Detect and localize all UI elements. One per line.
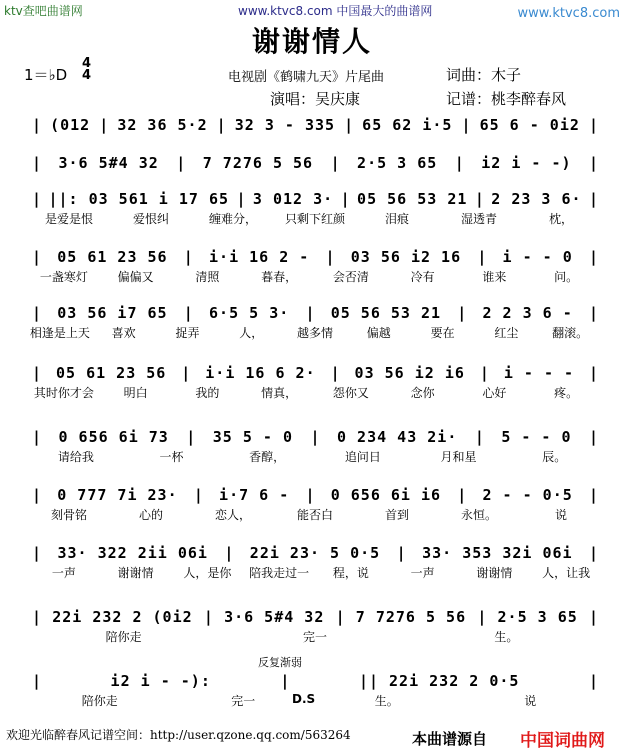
lyrics-row xyxy=(28,268,602,285)
watermark-right: www.ktvc8.com xyxy=(517,6,620,21)
barline: | xyxy=(32,544,42,562)
lyrics-row xyxy=(28,448,602,465)
barline: | xyxy=(32,428,42,446)
lyric-word: 心的 xyxy=(138,508,163,522)
measure: 0 777 7i 23· xyxy=(57,486,178,504)
lyric-word: 是爱是恨 xyxy=(44,212,93,226)
barline: | xyxy=(32,248,42,266)
measure: 05 61 23 56 xyxy=(55,364,167,382)
lyric-word: 要在 xyxy=(430,326,455,340)
lyrics-row xyxy=(28,564,602,581)
measure: 6·5 5 3· xyxy=(209,304,290,322)
barline: | xyxy=(305,304,315,322)
barline: | xyxy=(454,154,464,172)
measure: 7 7276 5 56 xyxy=(355,608,467,626)
barline: | xyxy=(181,364,191,382)
song-title: 谢谢情人 xyxy=(251,25,372,58)
barline: | xyxy=(588,116,598,134)
measure: 7 7276 5 56 xyxy=(202,154,314,172)
barline: | xyxy=(479,364,489,382)
measure: 2 2 3 6 - xyxy=(482,304,573,322)
lyric-word: 爱恨纠 xyxy=(132,212,169,226)
barline: | xyxy=(461,116,471,134)
lyric-word: 偏越 xyxy=(366,326,391,340)
measure: 2·5 3 65 xyxy=(497,608,578,626)
barline: | xyxy=(99,116,109,134)
lyric-word: 完一 xyxy=(231,694,256,708)
barline: | xyxy=(325,248,335,266)
repeat-note: 反复渐弱 xyxy=(258,656,302,669)
time-signature xyxy=(82,58,91,82)
lyric-word: 生。 xyxy=(374,694,399,708)
measure: 03 56 i2 16 xyxy=(350,248,462,266)
measure: i - - - xyxy=(503,364,575,382)
measure: 0 656 6i i6 xyxy=(330,486,442,504)
barline: | xyxy=(193,486,203,504)
barline: | xyxy=(340,190,350,208)
barline: | xyxy=(236,190,246,208)
lyric-word: 说 xyxy=(524,694,537,708)
watermark-left: ktv查吧曲谱网 xyxy=(4,4,83,18)
footer-site-name: 中国词曲网 xyxy=(520,731,605,751)
lyric-word: 陪我走过一 xyxy=(249,566,310,580)
time-signature-top: 4 xyxy=(82,56,92,71)
barline: | xyxy=(396,544,406,562)
lyric-word: 情真， xyxy=(261,386,298,400)
measure: 65 6 - 0i2 xyxy=(479,116,580,134)
measure: 32 36 5·2 xyxy=(117,116,208,134)
lyric-word: 谢谢情 xyxy=(476,566,513,580)
lyric-word: 请给我 xyxy=(57,450,94,464)
measure: 5 - - 0 xyxy=(501,428,572,446)
lyric-word: 香醇， xyxy=(249,450,286,464)
lyricist-composer: 词曲：木子 xyxy=(446,66,522,84)
key-signature: 1＝♭D xyxy=(24,66,68,84)
measure: i - - 0 xyxy=(502,248,573,266)
barline: | xyxy=(203,608,213,626)
measure: 0 234 43 2i· xyxy=(336,428,458,446)
lyric-word: 谢谢情 xyxy=(117,566,154,580)
barline: | xyxy=(588,544,598,562)
barline: | xyxy=(183,248,193,266)
barline: | xyxy=(32,154,42,172)
measure: 33· 353 32i 06i xyxy=(422,544,573,562)
lyric-word: 暮春， xyxy=(261,270,298,284)
lyric-word: 一声 xyxy=(410,566,435,580)
barline: | xyxy=(477,608,487,626)
lyric-word: 明白 xyxy=(123,386,148,400)
barline: | xyxy=(344,116,354,134)
lyric-word: 其时你才会 xyxy=(33,386,94,400)
lyric-word: 陪你走 xyxy=(81,694,118,708)
singer: 演唱：吴庆康 xyxy=(270,90,361,108)
barline: | xyxy=(588,608,598,626)
measure: 2·5 3 65 xyxy=(357,154,438,172)
lyric-word: 我的 xyxy=(195,386,220,400)
barline: | xyxy=(32,364,42,382)
measure: 0 656 6i 73 xyxy=(58,428,169,446)
barline: | xyxy=(280,672,290,690)
notation-row xyxy=(28,482,602,504)
lyric-word: 湿透青 xyxy=(460,212,497,226)
barline: | xyxy=(330,364,340,382)
notation-row xyxy=(28,150,602,172)
measure: ||: 03 561 i 17 65 xyxy=(48,190,230,208)
measure: 05 56 53 21 xyxy=(357,190,468,208)
notation-row xyxy=(28,360,602,382)
barline: | xyxy=(588,486,598,504)
measure: 3·6 5#4 32 xyxy=(58,154,159,172)
lyric-word: 人，是你 xyxy=(183,566,232,580)
measure: 22i 232 2 (0i2 xyxy=(52,608,193,626)
barline: | xyxy=(474,190,484,208)
notation-row xyxy=(28,112,602,134)
lyric-word: 一杯 xyxy=(159,450,184,464)
lyric-word: 会否清 xyxy=(332,270,369,284)
barline: | xyxy=(224,544,234,562)
barline: | xyxy=(330,154,340,172)
lyric-word: 陪你走 xyxy=(105,630,142,644)
barline: | xyxy=(32,672,42,690)
lyric-word: 越多情 xyxy=(297,326,334,340)
measure: || 22i 232 2 0·5 xyxy=(358,672,520,690)
lyric-word: 能否白 xyxy=(296,508,333,522)
measure: 65 62 i·5 xyxy=(362,116,453,134)
measure: i·i 16 6 2· xyxy=(205,364,316,382)
lyric-word: 完一 xyxy=(302,630,327,644)
barline: | xyxy=(474,428,484,446)
measure: 05 61 23 56 xyxy=(57,248,168,266)
lyric-word: 喜欢 xyxy=(111,326,136,340)
barline: | xyxy=(310,428,320,446)
lyric-word: 冷有 xyxy=(410,270,435,284)
transcriber: 记谱：桃李醉春风 xyxy=(446,90,567,108)
barline: | xyxy=(589,428,599,446)
lyric-word: 程，说 xyxy=(332,566,369,580)
measure: 2 23 3 6· xyxy=(491,190,582,208)
measure: 03 56 i7 65 xyxy=(57,304,168,322)
measure: i2 i - -) xyxy=(481,154,572,172)
lyric-word: 谁来 xyxy=(482,270,507,284)
measure: 32 3 - 335 xyxy=(234,116,336,134)
barline: | xyxy=(589,364,599,382)
lyric-word: 清照 xyxy=(195,270,220,284)
measure: 05 56 53 21 xyxy=(330,304,442,322)
lyrics-row xyxy=(28,506,602,523)
lyric-word: 问。 xyxy=(554,270,579,284)
barline: | xyxy=(457,486,467,504)
barline: | xyxy=(32,304,42,322)
watermark-middle: www.ktvc8.com 中国最大的曲谱网 xyxy=(238,4,433,18)
barline: | xyxy=(32,190,42,208)
barline: | xyxy=(176,154,186,172)
measure: 2 - - 0·5 xyxy=(482,486,573,504)
measure: (012 xyxy=(50,116,91,134)
measure: i·i 16 2 - xyxy=(209,248,310,266)
lyric-word: 恋人， xyxy=(214,508,251,522)
notation-row xyxy=(28,186,602,208)
measure: 22i 23· 5 0·5 xyxy=(249,544,381,562)
lyrics-row xyxy=(28,384,602,401)
notation-row xyxy=(28,604,602,626)
lyric-word: 怨你又 xyxy=(332,386,369,400)
lyric-word: 生。 xyxy=(494,630,519,644)
barline: | xyxy=(477,248,487,266)
lyric-word: 缠难分， xyxy=(208,212,257,226)
lyric-word: 相逢是上天 xyxy=(29,326,90,340)
notation-row xyxy=(28,244,602,266)
notation-row xyxy=(28,668,602,690)
barline: | xyxy=(32,608,42,626)
lyric-word: 人， xyxy=(239,326,264,340)
lyric-word: 说 xyxy=(554,508,567,522)
lyrics-row xyxy=(28,324,602,341)
time-signature-bottom: 4 xyxy=(82,68,92,83)
barline: | xyxy=(457,304,467,322)
measure: 35 5 - 0 xyxy=(212,428,294,446)
notation-row xyxy=(28,424,602,446)
lyric-word: 追问日 xyxy=(344,450,381,464)
lyric-word: 红尘 xyxy=(494,326,519,340)
measure: 33· 322 2ii 06i xyxy=(57,544,208,562)
barline: | xyxy=(589,190,599,208)
lyric-word: 翻滚。 xyxy=(552,326,589,340)
lyrics-row xyxy=(28,210,602,227)
barline: | xyxy=(305,486,315,504)
barline: | xyxy=(32,116,42,134)
subtitle: 电视剧《鹤啸九天》片尾曲 xyxy=(228,70,385,85)
barline: | xyxy=(216,116,226,134)
notation-row xyxy=(28,300,602,322)
lyric-word: 偏偏又 xyxy=(117,270,154,284)
barline: | xyxy=(32,486,42,504)
measure: 3 012 3· xyxy=(252,190,334,208)
lyric-word: 只剩下红颜 xyxy=(284,212,345,226)
lyric-word: 念你 xyxy=(410,386,435,400)
lyric-word: 捉弄 xyxy=(175,326,200,340)
lyric-word: 疼。 xyxy=(554,386,579,400)
footer-link[interactable]: 欢迎光临醉春风记谱空间：http://user.qzone.qq.com/563264 xyxy=(6,728,351,742)
measure: 3·6 5#4 32 xyxy=(224,608,325,626)
barline: | xyxy=(588,672,598,690)
lyric-word: 泪痕 xyxy=(384,212,409,226)
barline: | xyxy=(588,248,598,266)
barline: | xyxy=(588,304,598,322)
lyric-word: 月和星 xyxy=(440,450,477,464)
lyric-word: 辰。 xyxy=(542,450,567,464)
lyric-word: 刻骨铭 xyxy=(50,508,87,522)
measure: 03 56 i2 i6 xyxy=(354,364,465,382)
barline: | xyxy=(183,304,193,322)
ds-mark: D.S xyxy=(292,692,316,706)
lyrics-row xyxy=(28,628,602,645)
lyric-word: 枕， xyxy=(548,212,573,226)
lyric-word: 首到 xyxy=(384,508,409,522)
footer-source-label: 本曲谱源自 xyxy=(412,730,488,748)
barline: | xyxy=(335,608,345,626)
notation-row xyxy=(28,540,602,562)
measure: i2 i - -): xyxy=(110,672,211,690)
lyric-word: 心好 xyxy=(482,386,507,400)
measure: i·7 6 - xyxy=(219,486,290,504)
lyric-word: 人，让我 xyxy=(542,566,591,580)
barline: | xyxy=(589,154,599,172)
lyric-word: 一盏寒灯 xyxy=(39,270,88,284)
lyric-word: 永恒。 xyxy=(460,508,497,522)
barline: | xyxy=(186,428,196,446)
lyric-word: 一声 xyxy=(51,566,76,580)
